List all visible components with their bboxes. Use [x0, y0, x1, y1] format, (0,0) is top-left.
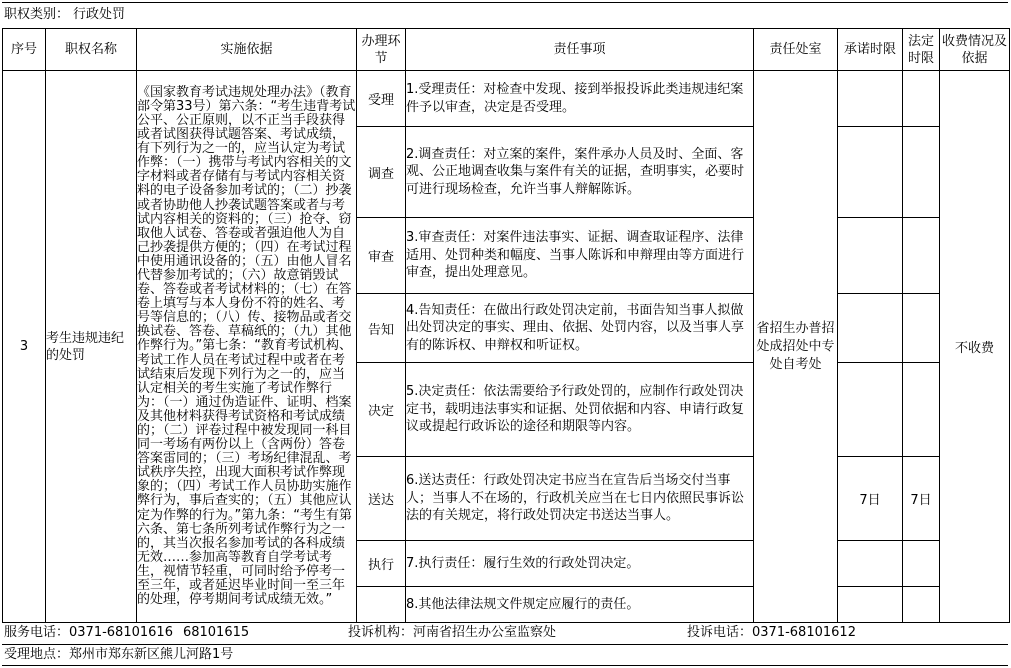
responsibility-cell: 4.告知责任：在做出行政处罚决定前，书面告知当事人拟做出处罚决定的事实、理由、依据、处罚内容，以及当事人享有的陈诉权、申辩权和听证权。	[406, 294, 754, 363]
header-basis: 实施依据	[137, 29, 357, 71]
promise-time-cell	[838, 294, 903, 363]
fee-cell: 不收费	[940, 71, 1010, 623]
responsibility-cell: 1.受理责任：对检查中发现、接到举报投诉此类违规违纪案件予以审查，决定是否受理。	[406, 71, 754, 127]
complaint-phone-label: 投诉电话：	[687, 625, 753, 640]
header-fee: 收费情况及依据	[940, 29, 1010, 71]
stage-cell: 执行	[357, 541, 406, 587]
complaint-phone: 0371-68101612	[752, 625, 856, 640]
top-rule	[2, 2, 1008, 3]
legal-basis-cell	[137, 71, 357, 623]
promise-time-cell	[838, 127, 903, 218]
legal-time-cell	[903, 294, 940, 363]
promise-time-cell: 7日	[838, 457, 903, 541]
legal-time-cell: 7日	[903, 457, 940, 541]
category-line	[4, 5, 125, 25]
legal-time-cell	[903, 127, 940, 218]
responsibility-cell: 2.调查责任：对立案的案件，案件承办人员及时、全面、客观、公正地调查收集与案件有关的证据，查明事实，必要时可进行现场检查，允许当事人辩解陈诉。	[406, 127, 754, 218]
stage-cell: 受理	[357, 71, 406, 127]
header-seq: 序号	[3, 29, 46, 71]
legal-time-cell	[903, 218, 940, 294]
header-row	[3, 29, 1010, 71]
header-legal-time: 法定时限	[903, 29, 940, 71]
header-stage: 办理环节	[357, 29, 406, 71]
responsibility-cell: 7.执行责任：履行生效的行政处罚决定。	[406, 541, 754, 587]
service-phone-1: 0371-68101616	[69, 625, 173, 640]
legal-time-cell	[903, 363, 940, 457]
legal-time-cell	[903, 541, 940, 587]
complaint-org: 河南省招生办公室监察处	[413, 625, 557, 640]
complaint-org-line	[348, 623, 556, 643]
header-name: 职权名称	[46, 29, 137, 71]
category-value: 行政处罚	[73, 7, 126, 22]
stage-cell: 告知	[357, 294, 406, 363]
stage-cell	[357, 587, 406, 623]
responsibility-cell: 6.送达责任：行政处罚决定书应当在宣告后当场交付当事人；当事人不在场的，行政机关应当在七日内依照民事诉讼法的有关规定，将行政处罚决定书送达当事人。	[406, 457, 754, 541]
stage-cell: 决定	[357, 363, 406, 457]
legal-time-cell	[903, 71, 940, 127]
address-label: 受理地点：	[4, 647, 70, 662]
service-phone-2: 68101615	[182, 625, 250, 640]
responsibility-cell: 5.决定责任：依法需要给予行政处罚的，应制作行政处罚决定书，载明违法事实和证据、处罚依据和内容、申请行政复议或提起行政诉讼的途径和期限等内容。	[406, 363, 754, 457]
responsibility-cell: 8.其他法律法规文件规定应履行的责任。	[406, 587, 754, 623]
address-line	[4, 645, 233, 665]
category-label: 职权类别：	[4, 7, 70, 22]
promise-time-cell	[838, 363, 903, 457]
seq-cell: 3	[3, 71, 46, 623]
header-responsibility: 责任事项	[406, 29, 754, 71]
promise-time-cell	[838, 218, 903, 294]
complaint-org-label: 投诉机构：	[348, 625, 414, 640]
stage-cell: 审查	[357, 218, 406, 294]
complaint-phone-line	[687, 623, 856, 643]
promise-time-cell	[838, 587, 903, 623]
header-office: 责任处室	[754, 29, 838, 71]
legal-basis-text: 《国家教育考试违规处理办法》（教育部令第33号）第六条：“考生违背考试公平、公正原则，以不正当手段获得或者试图获得试题答案、考试成绩，有下列行为之一的，应当认定为考试作弊：（一）携带与考试内容相关的文字材料或者存储有与考试内容相关资料的电子设备参加考试的；（二）抄袭或者协助他人抄袭试题答案或者与考试内容相关的资料的；（三）抢夺、窃取他人试卷、答卷或者强迫他人为自己抄袭提供方便的；（四）在考试过程中使用通讯设备的；（五）由他人冒名代替参加考试的；（六）故意销毁试卷、答卷或者考试材料的；（七）在答卷上填写与本人身份不符的姓名、考号等信息的；（八）传、接物品或者交换试卷、答卷、草稿纸的；（九）其他作弊行为。”第七条：“教育考试机构、考试工作人员在考试过程中或者在考试结束后发现下列行为之一的，应当认定相关的考生实施了考试作弊行为：（一）通过伪造证件、证明、档案及其他材料获得考试资格和考试成绩的；（二）评卷过程中被发现同一科目同一考场有两份以上（含两份）答卷答案雷同的；（三）考场纪律混乱、考试秩序失控，出现大面积考试作弊现象的；（四）考试工作人员协助实施作弊行为，事后查实的；（五）其他应认定为作弊的行为。”第九条：“考生有第六条、第七条所列考试作弊行为之一的，其当次报名参加考试的各科成绩无效……参加高等教育自学考试考生，视情节轻重，可同时给予停考一至三年，或者延迟毕业时间一至三年的处理，停考期间考试成绩无效。”	[137, 84, 356, 608]
service-phone-line	[4, 623, 249, 643]
stage-cell: 调查	[357, 127, 406, 218]
promise-time-cell	[838, 541, 903, 587]
responsibility-table	[2, 28, 1010, 623]
responsibility-cell: 3.审查责任：对案件违法事实、证据、调查取证程序、法律适用、处罚种类和幅度、当事人陈诉和申辩理由等方面进行审查，提出处理意见。	[406, 218, 754, 294]
power-name-cell: 考生违规违纪的处罚	[46, 71, 137, 623]
legal-time-cell	[903, 587, 940, 623]
header-promise-time: 承诺时限	[838, 29, 903, 71]
address: 郑州市郑东新区熊儿河路1号	[69, 647, 234, 662]
promise-time-cell	[838, 71, 903, 127]
bottom-rule	[2, 665, 1008, 666]
office-cell: 省招生办普招处成招处中专处自考处	[754, 71, 838, 623]
table-row	[3, 71, 1010, 127]
stage-cell: 送达	[357, 457, 406, 541]
service-phone-label: 服务电话：	[4, 625, 70, 640]
